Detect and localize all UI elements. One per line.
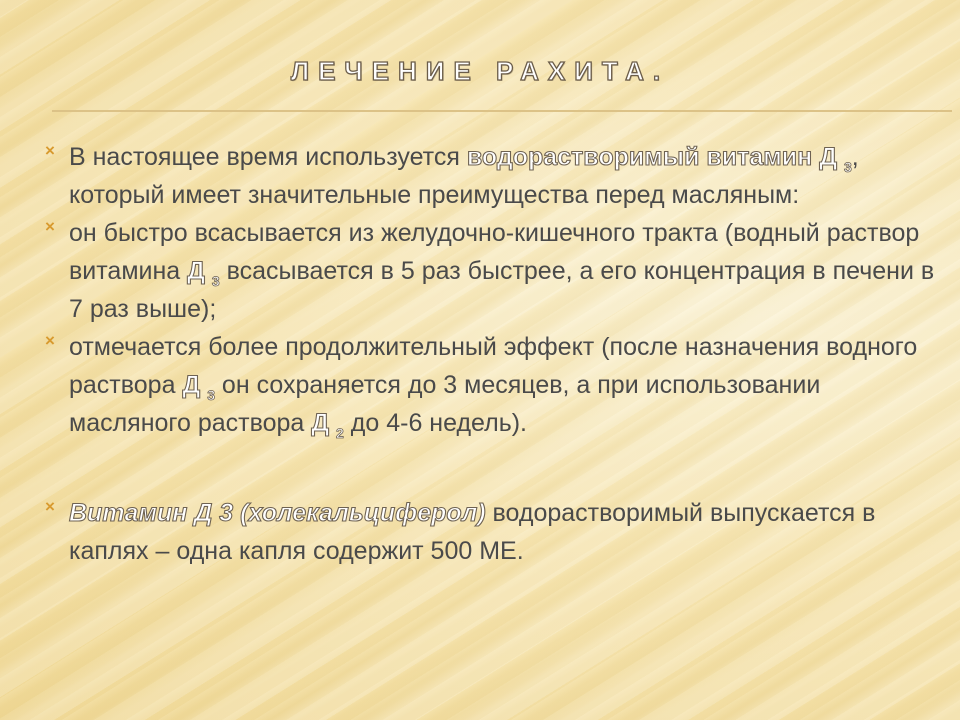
bullet-item-4	[45, 494, 935, 570]
bullet-text: до 4-6 недель).	[343, 409, 527, 437]
bullet-list	[45, 138, 935, 570]
highlight-term: Д	[311, 409, 330, 437]
bullet-text: В настоящее время используется	[69, 143, 467, 171]
bullet-item-3	[45, 328, 935, 442]
highlight-term: Витамин Д 3 (холекальциферол)	[69, 499, 486, 527]
subscript: 3	[207, 387, 215, 403]
highlight-term: Д	[182, 371, 201, 399]
subscript: 3	[211, 273, 220, 289]
highlight-term: водорастворимый витамин Д	[466, 143, 837, 171]
bullet-text: отмечается более продолжительный эффект (после назначения водного раствора	[69, 333, 918, 399]
bullet-item-1	[45, 138, 935, 214]
bullet-text: водорастворимый выпускается в каплях – одна капля содержит 500 МЕ.	[69, 499, 876, 565]
bullet-text: , который имеет значительные преимущества перед масляным:	[69, 143, 859, 209]
x-bullet-icon: ×	[45, 217, 55, 236]
x-bullet-icon: ×	[45, 497, 55, 516]
highlight-term: Д	[187, 257, 205, 285]
subscript: 3	[843, 159, 852, 175]
bullet-text: всасывается в 5 раз быстрее, а его концентрация в печени в 7 раз выше);	[69, 257, 935, 323]
x-bullet-icon: ×	[45, 331, 55, 350]
x-bullet-icon: ×	[45, 141, 55, 160]
title-divider	[52, 110, 952, 112]
bullet-text: он сохраняется до 3 месяцев, а при использовании масляного раствора	[69, 371, 821, 437]
subscript: 2	[336, 425, 344, 441]
bullet-item-2	[45, 214, 935, 328]
bullet-text: он быстро всасывается из желудочно-кишечного тракта (водный раствор витамина	[69, 219, 920, 285]
slide-title: ЛЕЧЕНИЕ РАХИТА.	[290, 56, 670, 86]
